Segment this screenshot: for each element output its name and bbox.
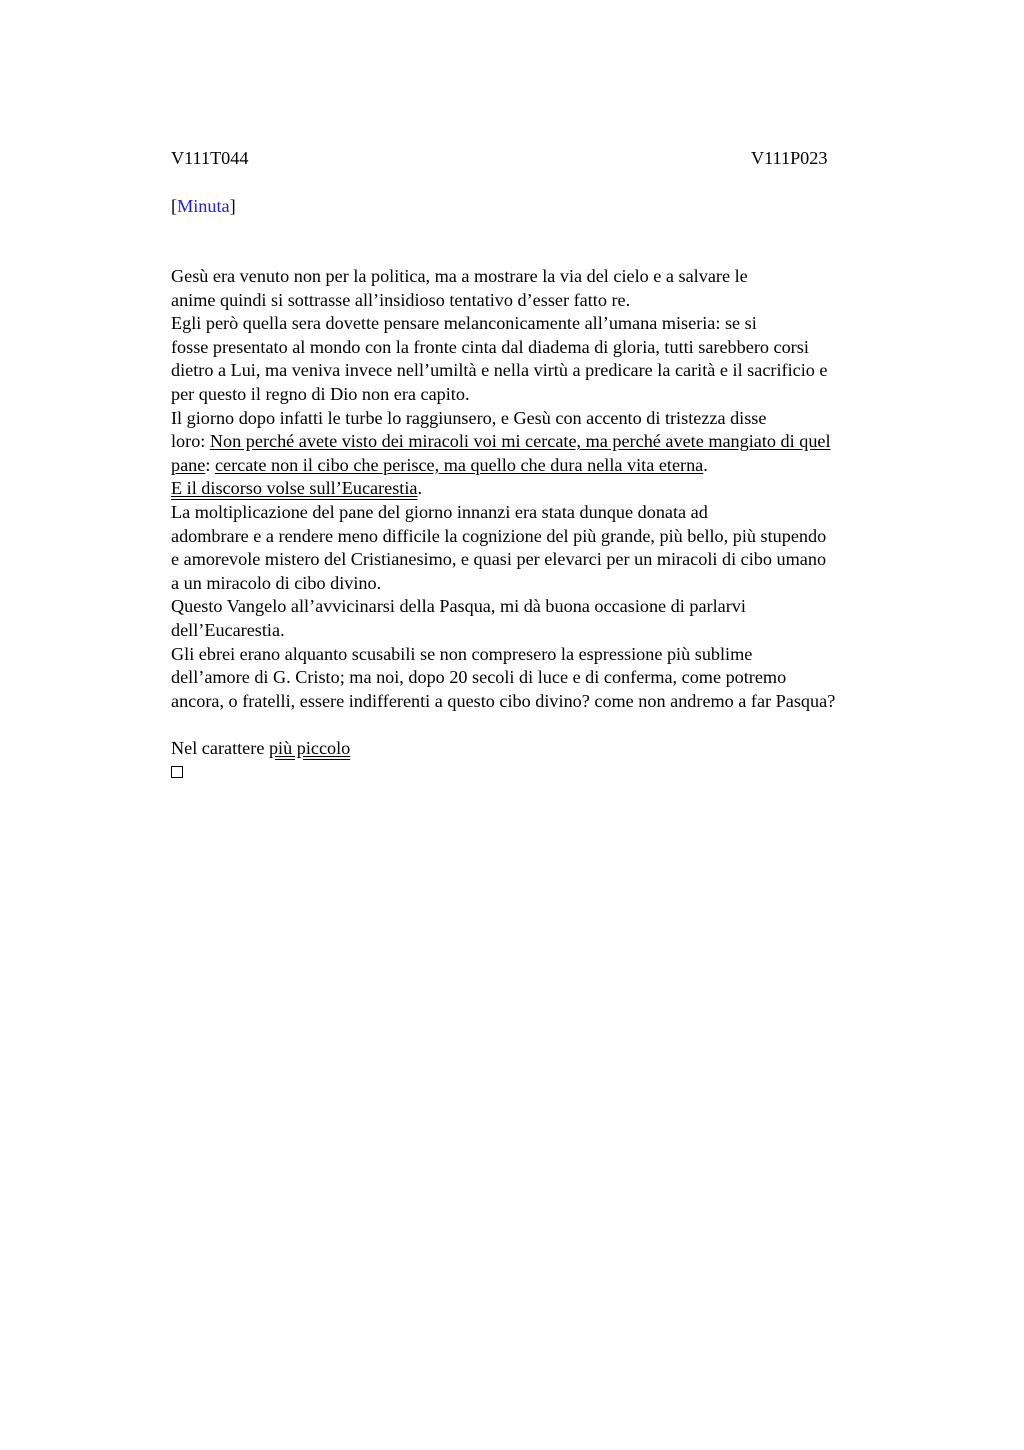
paragraph-7-line-1: Gli ebrei erano alquanto scusabili se non compresero la espressione più sublime — [171, 643, 753, 664]
paragraph-3-line-3 — [110, 454, 927, 478]
double-underlined-note: più piccolo — [268, 737, 351, 758]
paragraph-1-line-1: Gesù era venuto non per la politica, ma a mostrare la via del cielo e a salvare le — [171, 266, 748, 286]
end-marker — [171, 760, 927, 785]
paragraph-8 — [171, 737, 927, 761]
quote-underlined-1: Non perché avete visto dei miracoli voi mi cercate, ma perché avete mangiato di quel — [209, 431, 831, 452]
paragraph-5 — [171, 501, 927, 595]
paragraph-8-plain: Nel carattere — [171, 737, 269, 758]
paragraph-5-line-2: adombrare e a rendere meno difficile la cognizione del più grande, più bello, più stupendo — [171, 525, 827, 546]
minuta-line — [171, 194, 236, 218]
paragraph-3-line-3-period: . — [703, 454, 708, 475]
document-code-left: V111T044 — [171, 148, 249, 168]
paragraph-3-line-3-colon: : — [205, 454, 215, 475]
document-page — [171, 146, 927, 758]
paragraph-4 — [171, 477, 927, 501]
minuta-open-bracket: [ — [171, 196, 178, 216]
paragraph-3-line-1: Il giorno dopo infatti le turbe lo raggiunsero, e Gesù con accento di tristezza disse — [171, 407, 767, 428]
paragraph-7 — [171, 643, 927, 714]
paragraph-5-line-3: e amorevole mistero del Cristianesimo, e quasi per elevarci per un miracoli di cibo umano — [171, 549, 827, 570]
document-body — [171, 265, 927, 785]
minuta-close-bracket: ] — [229, 196, 236, 216]
paragraph-5-line-4: a un miracolo di cibo divino. — [171, 572, 382, 593]
paragraph-6-line-1: Questo Vangelo all’avvicinarsi della Pasqua, mi dà buona occasione di parlarvi — [171, 596, 746, 617]
paragraph-2-line-2: fosse presentato al mondo con la fronte cinta dal diadema di gloria, tutti sarebbero corsi — [171, 336, 809, 357]
paragraph-3-line-2 — [110, 430, 927, 454]
minuta-link[interactable]: Minuta — [177, 196, 230, 216]
paragraph-4-period: . — [417, 478, 423, 499]
paragraph-7-line-2: dell’amore di G. Cristo; ma noi, dopo 20 secoli di luce e di conferma, come potremo — [171, 667, 787, 688]
empty-square-icon — [171, 766, 183, 778]
paragraph-5-line-1: La moltiplicazione del pane del giorno innanzi era stata dunque donata ad — [171, 501, 708, 522]
paragraph-2-line-1: Egli però quella sera dovette pensare melanconicamente all’umana miseria: se si — [171, 313, 757, 334]
paragraph-6 — [171, 595, 927, 642]
paragraph-6-line-2: dell’Eucarestia. — [171, 619, 285, 640]
paragraph-1-line-2: anime quindi si sottrasse all’insidioso tentativo d’esser fatto re. — [171, 289, 631, 310]
paragraph-2-line-3: dietro a Lui, ma veniva invece nell’umiltà e nella virtù a predicare la carità e il sacrificio e — [171, 360, 828, 381]
paragraph-8-line-1 — [171, 737, 927, 761]
paragraph-3-line-2-plain: loro: — [171, 431, 210, 452]
paragraph-1 — [171, 265, 927, 312]
paragraph-3 — [171, 407, 927, 478]
paragraph-4-line-1 — [171, 477, 927, 501]
document-code-right: V111P023 — [751, 148, 828, 168]
paragraph-2 — [171, 312, 927, 406]
quote-underlined-2: pane — [171, 454, 206, 475]
paragraph-spacer — [171, 713, 927, 737]
paragraph-7-line-3: ancora, o fratelli, essere indifferenti a questo cibo divino? come non andremo a far Pasqua? — [171, 690, 836, 711]
document-header — [171, 146, 927, 170]
double-underlined-heading: E il discorso volse sull’Eucarestia — [171, 478, 418, 499]
quote-underlined-3: cercate non il cibo che perisce, ma quello che dura nella vita eterna — [214, 454, 704, 475]
paragraph-2-line-4: per questo il regno di Dio non era capito. — [171, 383, 470, 404]
